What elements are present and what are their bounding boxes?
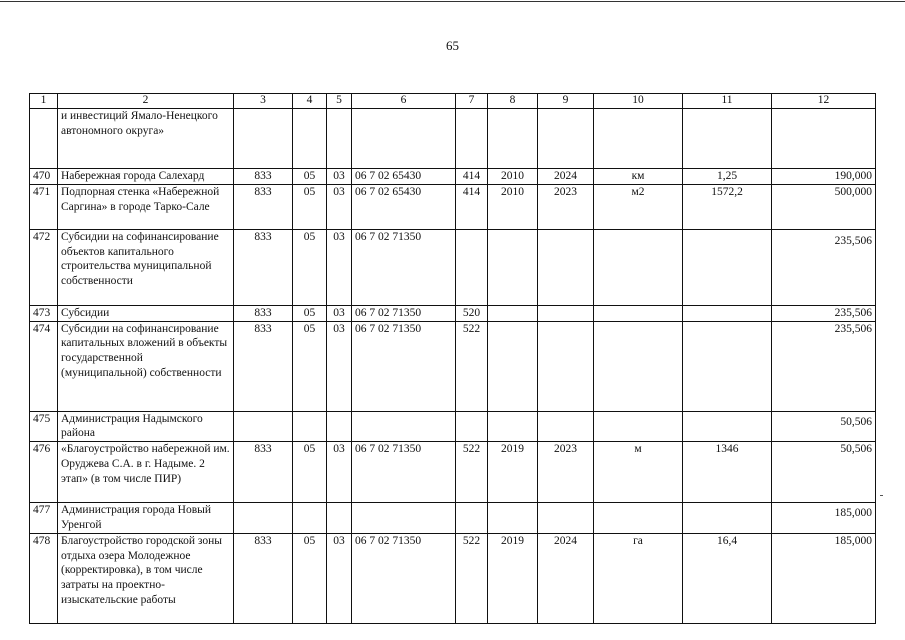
subsection-code: 03 — [327, 533, 352, 623]
ministry-code: 833 — [234, 442, 293, 503]
expense-type — [456, 411, 488, 442]
expense-type: 522 — [456, 321, 488, 411]
capacity — [683, 305, 772, 321]
end-year: 2023 — [538, 442, 594, 503]
capacity — [683, 109, 772, 169]
item-name: Набережная города Салехард — [58, 169, 234, 185]
amount: 185,000 — [772, 503, 876, 534]
header-cell: 3 — [234, 94, 293, 109]
capacity — [683, 321, 772, 411]
row-number: 472 — [30, 229, 58, 305]
unit — [594, 411, 683, 442]
section-code: 05 — [293, 305, 327, 321]
ministry-code: 833 — [234, 169, 293, 185]
subsection-code — [327, 503, 352, 534]
section-code — [293, 411, 327, 442]
start-year: 2010 — [488, 169, 538, 185]
header-cell: 10 — [594, 94, 683, 109]
row-number: 471 — [30, 184, 58, 229]
amount: 235,506 — [772, 229, 876, 305]
expense-type: 522 — [456, 442, 488, 503]
ministry-code — [234, 503, 293, 534]
table-row — [30, 184, 876, 229]
expense-type: 520 — [456, 305, 488, 321]
item-name: Подпорная стенка «Набережной Саргина» в городе Тарко-Сале — [58, 184, 234, 229]
header-cell: 7 — [456, 94, 488, 109]
item-name: Администрация Надымского района — [58, 411, 234, 442]
end-year — [538, 503, 594, 534]
header-cell: 12 — [772, 94, 876, 109]
header-cell: 11 — [683, 94, 772, 109]
amount: 500,000 — [772, 184, 876, 229]
header-cell: 1 — [30, 94, 58, 109]
capacity — [683, 229, 772, 305]
target-article: 06 7 02 71350 — [352, 533, 456, 623]
ministry-code — [234, 411, 293, 442]
subsection-code: 03 — [327, 184, 352, 229]
start-year — [488, 229, 538, 305]
target-article — [352, 109, 456, 169]
target-article: 06 7 02 71350 — [352, 321, 456, 411]
end-year: 2024 — [538, 533, 594, 623]
amount: 190,000 — [772, 169, 876, 185]
capacity — [683, 503, 772, 534]
table-row — [30, 305, 876, 321]
unit: м2 — [594, 184, 683, 229]
amount: 50,506 — [772, 411, 876, 442]
start-year: 2010 — [488, 184, 538, 229]
item-name: Администрация города Новый Уренгой — [58, 503, 234, 534]
amount: 50,506 — [772, 442, 876, 503]
table-row — [30, 229, 876, 305]
section-code: 05 — [293, 229, 327, 305]
ministry-code: 833 — [234, 184, 293, 229]
unit: га — [594, 533, 683, 623]
end-year: 2024 — [538, 169, 594, 185]
unit — [594, 109, 683, 169]
start-year: 2019 — [488, 533, 538, 623]
page-number: 65 — [446, 38, 459, 53]
header-cell: 9 — [538, 94, 594, 109]
end-year — [538, 321, 594, 411]
unit — [594, 503, 683, 534]
table-row — [30, 503, 876, 534]
target-article: 06 7 02 65430 — [352, 169, 456, 185]
target-article — [352, 503, 456, 534]
start-year — [488, 503, 538, 534]
expense-type — [456, 109, 488, 169]
header-cell: 6 — [352, 94, 456, 109]
item-name: Субсидии на софинансирование объектов капитального строительства муниципальной собственности — [58, 229, 234, 305]
table-row — [30, 321, 876, 411]
row-number: 478 — [30, 533, 58, 623]
top-rule — [0, 1, 905, 2]
table-row — [30, 109, 876, 169]
unit — [594, 229, 683, 305]
item-name: Субсидии на софинансирование капитальных вложений в объекты государственной (муниципальной) собственности — [58, 321, 234, 411]
end-year — [538, 411, 594, 442]
section-code: 05 — [293, 533, 327, 623]
amount — [772, 109, 876, 169]
header-cell: 4 — [293, 94, 327, 109]
end-year — [538, 229, 594, 305]
table-row — [30, 169, 876, 185]
expense-type: 414 — [456, 184, 488, 229]
unit — [594, 321, 683, 411]
table-row — [30, 411, 876, 442]
row-number: 470 — [30, 169, 58, 185]
start-year: 2019 — [488, 442, 538, 503]
unit: м — [594, 442, 683, 503]
row-number: 475 — [30, 411, 58, 442]
target-article: 06 7 02 71350 — [352, 305, 456, 321]
expense-type — [456, 503, 488, 534]
row-number: 476 — [30, 442, 58, 503]
unit — [594, 305, 683, 321]
target-article: 06 7 02 65430 — [352, 184, 456, 229]
subsection-code: 03 — [327, 305, 352, 321]
start-year — [488, 321, 538, 411]
subsection-code: 03 — [327, 321, 352, 411]
header-cell: 5 — [327, 94, 352, 109]
table-row — [30, 442, 876, 503]
start-year — [488, 305, 538, 321]
item-name: Благоустройство городской зоны отдыха озера Молодежное (корректировка), в том числе затраты на проектно-изыскательские работы — [58, 533, 234, 623]
end-year: 2023 — [538, 184, 594, 229]
capacity: 1346 — [683, 442, 772, 503]
section-code — [293, 503, 327, 534]
subsection-code — [327, 109, 352, 169]
budget-table — [29, 93, 876, 624]
section-code: 05 — [293, 442, 327, 503]
amount: 235,506 — [772, 321, 876, 411]
subsection-code — [327, 411, 352, 442]
ministry-code — [234, 109, 293, 169]
end-year — [538, 305, 594, 321]
row-number: 477 — [30, 503, 58, 534]
capacity: 1,25 — [683, 169, 772, 185]
ministry-code: 833 — [234, 305, 293, 321]
subsection-code: 03 — [327, 229, 352, 305]
amount: 185,000 — [772, 533, 876, 623]
capacity: 16,4 — [683, 533, 772, 623]
ministry-code: 833 — [234, 321, 293, 411]
target-article — [352, 411, 456, 442]
section-code: 05 — [293, 184, 327, 229]
expense-type — [456, 229, 488, 305]
target-article: 06 7 02 71350 — [352, 229, 456, 305]
margin-mark — [880, 495, 883, 496]
unit: км — [594, 169, 683, 185]
ministry-code: 833 — [234, 533, 293, 623]
target-article: 06 7 02 71350 — [352, 442, 456, 503]
item-name: «Благоустройство набережной им. Оруджева С.А. в г. Надыме. 2 этап» (в том числе ПИР) — [58, 442, 234, 503]
subsection-code: 03 — [327, 442, 352, 503]
row-number: 474 — [30, 321, 58, 411]
row-number: 473 — [30, 305, 58, 321]
subsection-code: 03 — [327, 169, 352, 185]
section-code — [293, 109, 327, 169]
item-name: Субсидии — [58, 305, 234, 321]
header-cell: 8 — [488, 94, 538, 109]
start-year — [488, 411, 538, 442]
start-year — [488, 109, 538, 169]
table-row — [30, 533, 876, 623]
capacity: 1572,2 — [683, 184, 772, 229]
capacity — [683, 411, 772, 442]
expense-type: 414 — [456, 169, 488, 185]
end-year — [538, 109, 594, 169]
section-code: 05 — [293, 169, 327, 185]
header-row — [30, 94, 876, 109]
amount: 235,506 — [772, 305, 876, 321]
header-cell: 2 — [58, 94, 234, 109]
section-code: 05 — [293, 321, 327, 411]
item-name: и инвестиций Ямало-Ненецкого автономного округа» — [58, 109, 234, 169]
ministry-code: 833 — [234, 229, 293, 305]
expense-type: 522 — [456, 533, 488, 623]
row-number — [30, 109, 58, 169]
